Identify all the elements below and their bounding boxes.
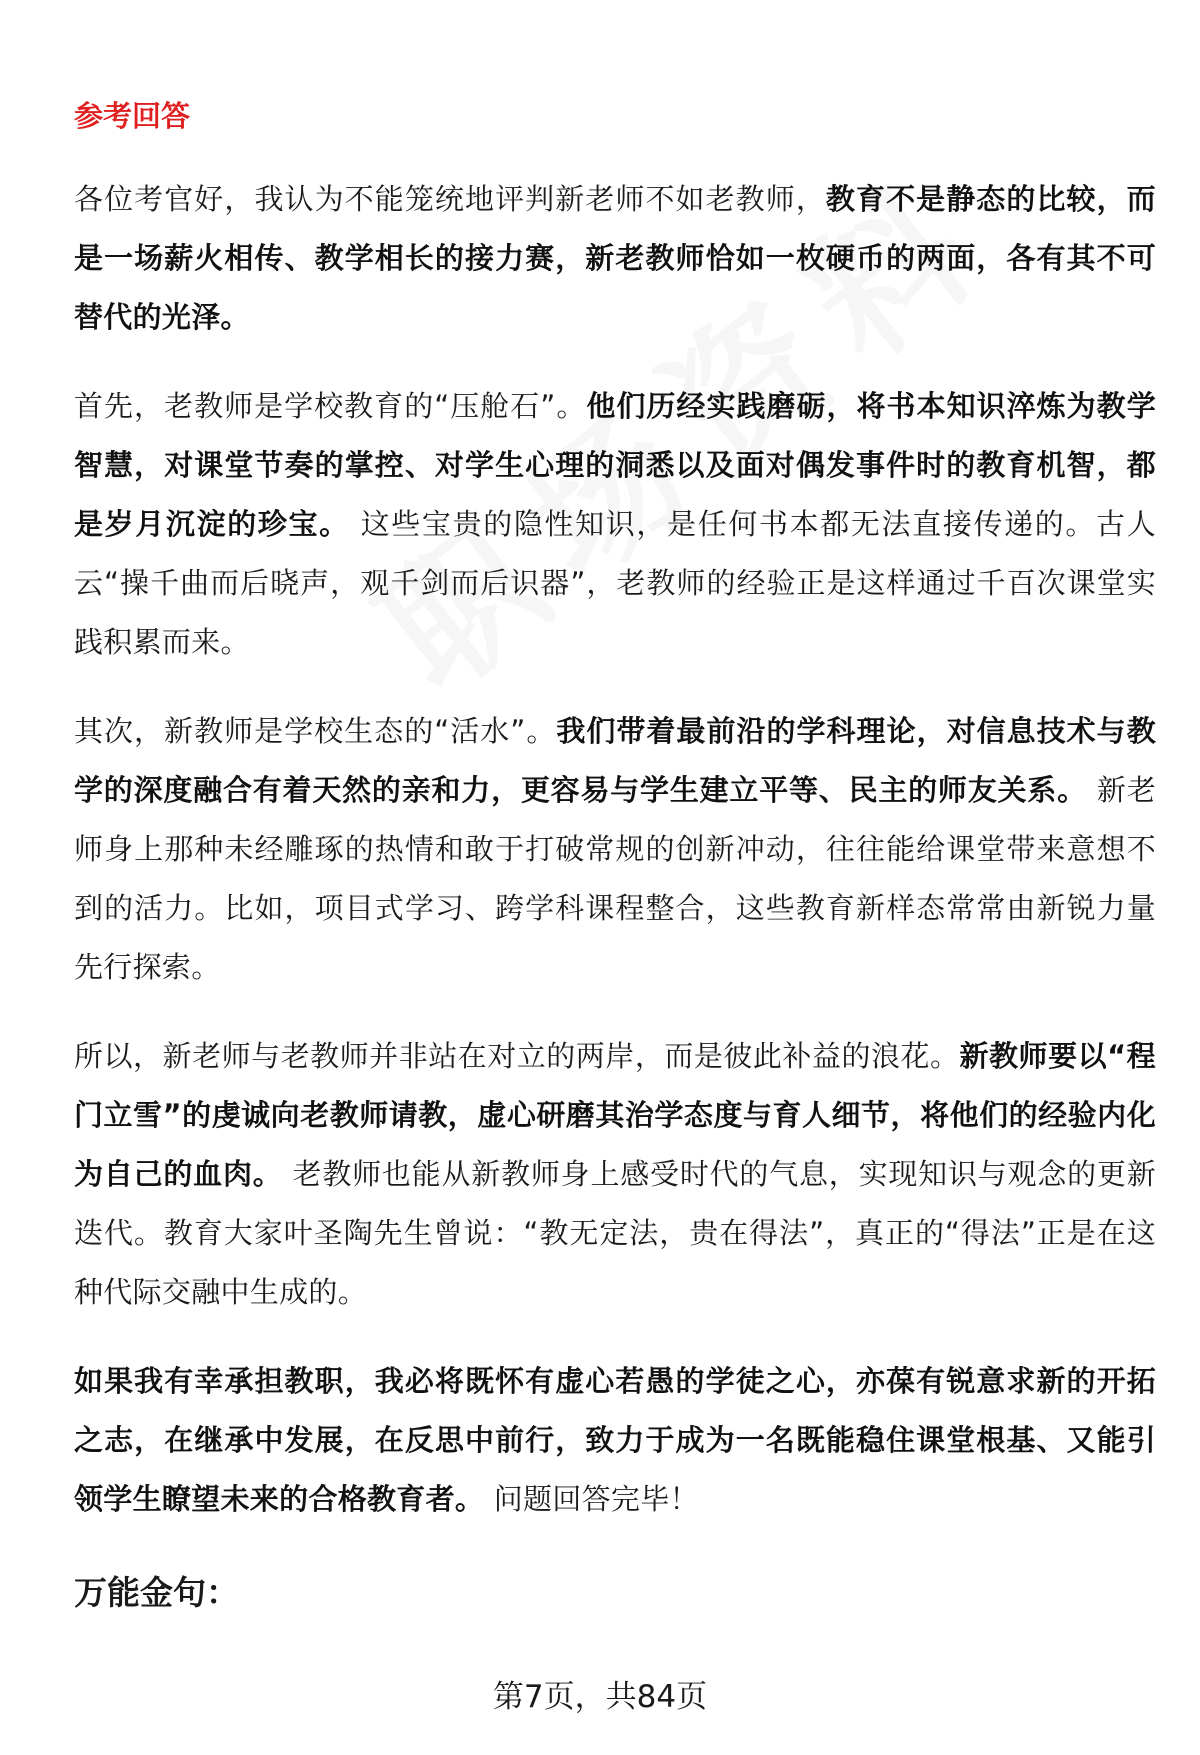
- body-text: 问题回答完毕！: [484, 1482, 699, 1516]
- body-text: 所以，新老师与老教师并非站在对立的两岸，而是彼此补益的浪花。: [74, 1039, 960, 1073]
- body-text: 其次，新教师是学校生态的“活水”。: [74, 714, 557, 748]
- bold-text: 新教师要以“程门立雪”的虔诚向老教师请教，虚心研磨其治学态度与育人细节，将他们的经验内化为自己的血肉。: [74, 1039, 1156, 1191]
- section-heading: 参考回答: [74, 99, 191, 133]
- body-text: 老教师也能从新教师身上感受时代的气息，实现知识与观念的更新迭代。教育大家叶圣陶先生曾说：“教无定法，贵在得法”，真正的“得法”正是在这种代际交融中生成的。: [74, 1157, 1156, 1309]
- bold-text: 教育不是静态的比较，而是一场薪火相传、教学相长的接力赛，新老教师恰如一枚硬币的两面，各有其不可替代的光泽。: [74, 182, 1156, 334]
- bold-text: 他们历经实践磨砺，将书本知识淬炼为教学智慧，对课堂节奏的掌控、对学生心理的洞悉以及面对偶发事件时的教育机智，都是岁月沉淀的珍宝。: [74, 389, 1156, 541]
- answer-paragraph: [74, 377, 1156, 672]
- body-text: 这些宝贵的隐性知识，是任何书本都无法直接传递的。古人云“操千曲而后晓声，观千剑而后识器”，老教师的经验正是这样通过千百次课堂实践积累而来。: [74, 507, 1156, 659]
- body-text: 首先，老教师是学校教育的“压舱石”。: [74, 389, 587, 423]
- golden-sentences-heading: 万能金句：: [74, 1573, 239, 1612]
- answer-paragraph: [74, 702, 1156, 997]
- bold-text: 如果我有幸承担教职，我必将既怀有虚心若愚的学徒之心，亦葆有锐意求新的开拓之志，在继承中发展，在反思中前行，致力于成为一名既能稳住课堂根基、又能引领学生瞭望未来的合格教育者。: [74, 1364, 1156, 1516]
- page-number: 第7页，共84页: [492, 1679, 708, 1715]
- body-text: 各位考官好，我认为不能笼统地评判新老师不如老教师，: [74, 182, 826, 216]
- answer-body: [74, 170, 1156, 1529]
- answer-paragraph: [74, 1352, 1156, 1529]
- answer-paragraph: [74, 1027, 1156, 1322]
- bold-text: 我们带着最前沿的学科理论，对信息技术与教学的深度融合有着天然的亲和力，更容易与学生建立平等、民主的师友关系。: [74, 714, 1156, 807]
- body-text: 新老师身上那种未经雕琢的热情和敢于打破常规的创新冲动，往往能给课堂带来意想不到的活力。比如，项目式学习、跨学科课程整合，这些教育新样态常常由新锐力量先行探索。: [74, 773, 1157, 984]
- answer-paragraph: [74, 170, 1156, 347]
- document-page: [74, 96, 1156, 1615]
